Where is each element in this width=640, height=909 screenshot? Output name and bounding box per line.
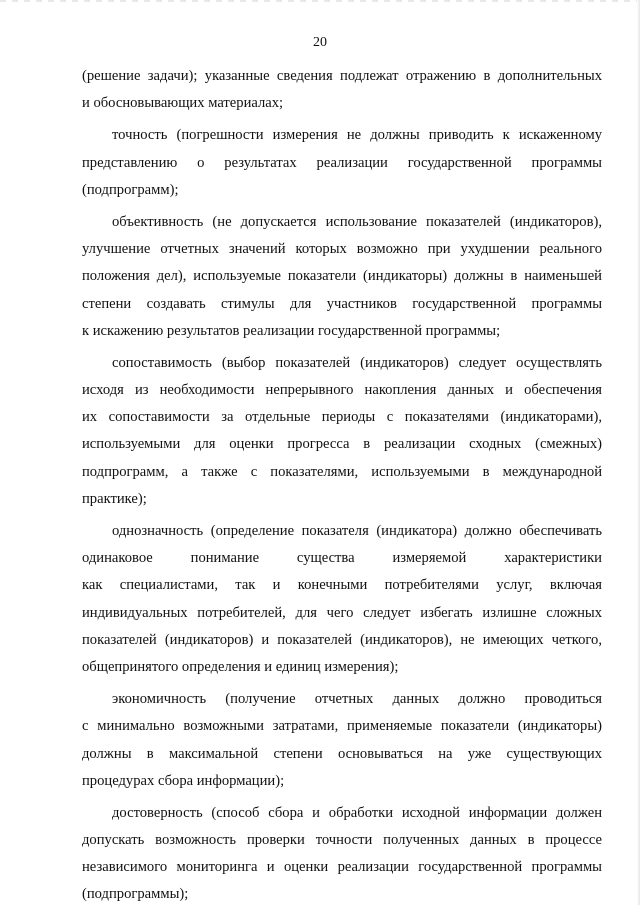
paragraph-objectivity xyxy=(82,209,602,345)
text-line: используемыми для оценки прогресса в реализации сходных (смежных) xyxy=(82,436,602,453)
paragraph-unambiguity xyxy=(82,518,602,681)
text-line: исходя из необходимости непрерывного накопления данных и обеспечения xyxy=(82,382,602,399)
text-line: должны в максимальной степени основываться на уже существующих xyxy=(82,745,602,762)
paragraph-cost-efficiency xyxy=(82,686,602,795)
text-line: положения дел), используемые показатели (индикаторы) должны в наименьшей xyxy=(82,268,602,285)
text-line: точность (погрешности измерения не должны приводить к искаженному xyxy=(112,127,602,144)
text-line: с минимально возможными затратами, применяемые показатели (индикаторы) xyxy=(82,718,602,735)
text-line: независимого мониторинга и оценки реализации государственной программы xyxy=(82,859,602,876)
text-line: степени создавать стимулы для участников государственной программы xyxy=(82,295,602,312)
text-line: индивидуальных потребителей, для чего следует избегать излишне сложных xyxy=(82,604,602,621)
text-line: улучшение отчетных значений которых возможно при ухудшении реального xyxy=(82,241,602,258)
text-line: объективность (не допускается использование показателей (индикаторов), xyxy=(112,213,602,230)
text-line: одинаковое понимание существа измеряемой характеристики xyxy=(82,550,602,567)
text-line: представлению о результатах реализации государственной программы xyxy=(82,154,602,171)
text-line: (подпрограмм); xyxy=(82,181,179,198)
text-line: практике); xyxy=(82,490,147,507)
paragraph-comparability xyxy=(82,350,602,513)
text-line: (решение задачи); указанные сведения подлежат отражению в дополнительных xyxy=(82,68,602,84)
text-line: достоверность (способ сбора и обработки исходной информации должен xyxy=(112,804,602,821)
text-line: их сопоставимости за отдельные периоды с показателями (индикаторами), xyxy=(82,409,602,426)
text-line: однозначность (определение показателя (индикатора) должно обеспечивать xyxy=(112,523,602,539)
paragraph-reliability xyxy=(82,800,602,909)
text-line: сопоставимость (выбор показателей (индикаторов) следует осуществлять xyxy=(112,354,602,371)
text-line: допускать возможность проверки точности полученных данных в процессе xyxy=(82,832,602,849)
text-line: процедурах сбора информации); xyxy=(82,772,285,789)
text-line: подпрограмм, а также с показателями, используемыми в международной xyxy=(82,463,602,480)
text-line: показателей (индикаторов) и показателей (индикаторов), не имеющих четкого, xyxy=(82,631,602,648)
scan-top-edge xyxy=(0,0,640,2)
text-line: и обосновывающих материалах; xyxy=(82,95,284,112)
text-line: общепринятого определения и единиц измерения); xyxy=(82,658,399,675)
text-line: к искажению результатов реализации государственной программы; xyxy=(82,322,501,339)
page-number: 20 xyxy=(313,35,327,50)
paragraph-accuracy xyxy=(82,122,602,204)
text-line: как специалистами, так и конечными потребителями услуг, включая xyxy=(82,577,602,594)
text-line: экономичность (получение отчетных данных должно проводиться xyxy=(112,691,602,708)
text-line: (подпрограммы); xyxy=(82,886,189,903)
document-body xyxy=(82,63,602,909)
paragraph-continuation xyxy=(82,63,602,117)
